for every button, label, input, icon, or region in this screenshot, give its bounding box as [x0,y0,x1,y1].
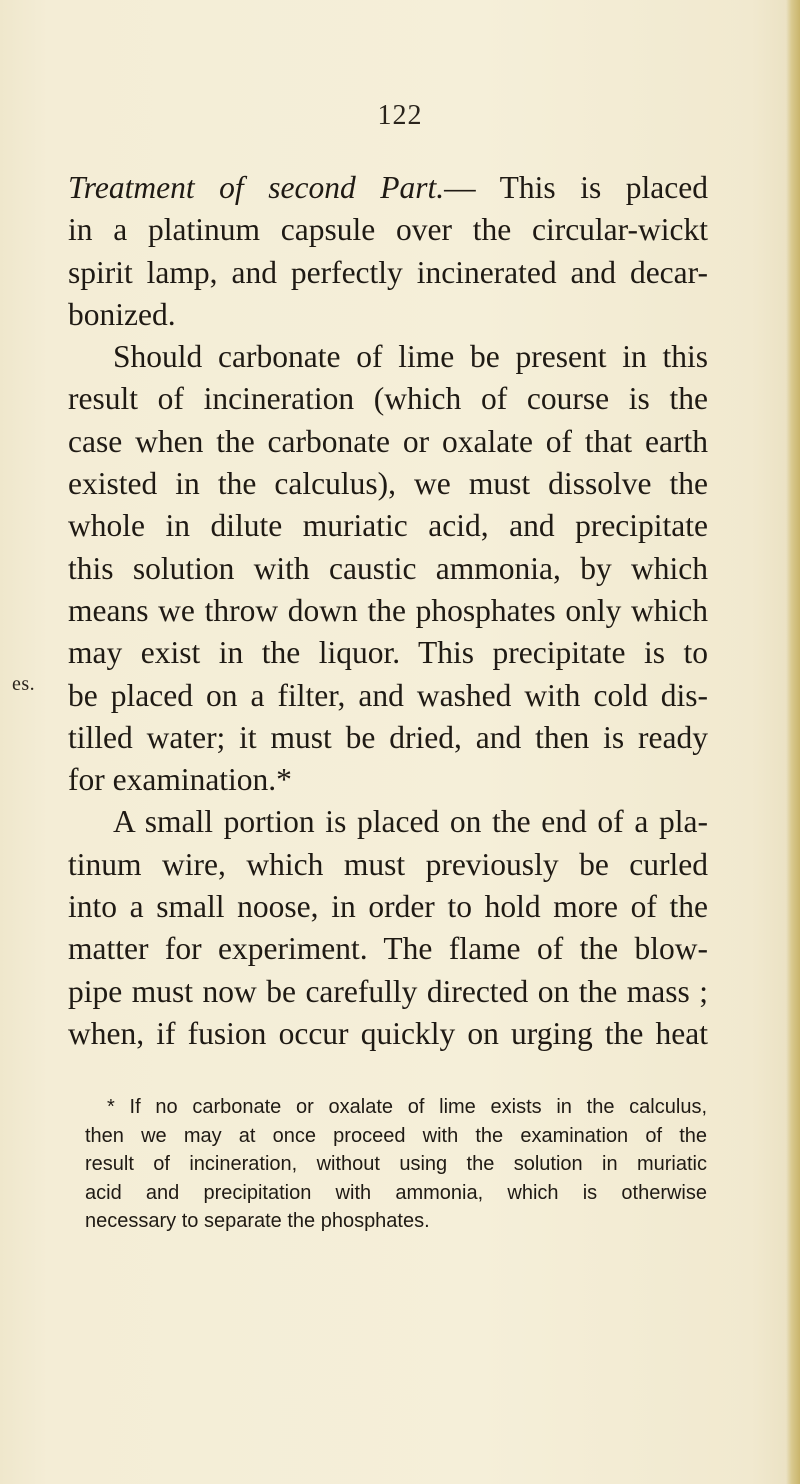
paragraph-line: whole in dilute muriatic acid, and precipitate [68,508,708,544]
paragraph-line-text: — This is placed [444,170,709,205]
paragraph-line [68,167,708,209]
footnote [85,1093,707,1236]
paragraph-line: when, if fusion occur quickly on urging the heat [68,1015,708,1051]
paragraph-line: tilled water; it must be dried, and then is ready [68,719,708,755]
paragraph-line: may exist in the liquor. This precipitate is to [68,635,708,671]
paragraph-line: for examination.* [68,762,292,798]
footnote-line: then we may at once proceed with the examination of the [85,1124,707,1147]
paragraph-line: A small portion is placed on the end of a pla- [113,804,708,840]
paragraph-line: pipe must now be carefully directed on the mass ; [68,973,708,1009]
paragraph-line: existed in the calculus), we must dissolve the [68,466,708,502]
page-number: 122 [377,100,423,131]
paragraph-line: be placed on a filter, and washed with cold dis- [68,677,708,713]
section-heading: Treatment of second Part. [68,170,445,205]
paragraph-line: bonized. [68,296,176,332]
footnote-line: result of incineration, without using the solution in muriatic [85,1153,707,1176]
paragraph-line: Should carbonate of lime be present in this [113,339,708,375]
footnote-line: * If no carbonate or oxalate of lime exists in the calculus, [107,1096,707,1118]
paragraph-line: matter for experiment. The flame of the blow- [68,931,708,967]
paragraph-line: in a platinum capsule over the circular-wickt [68,212,708,248]
paragraph-line: this solution with caustic ammonia, by which [68,550,708,586]
page-edge [786,0,800,1484]
paragraph-line: case when the carbonate or oxalate of that earth [68,423,708,459]
paragraph-line: into a small noose, in order to hold more of the [68,889,708,925]
paragraph-line: means we throw down the phosphates only which [68,592,708,628]
footnote-line: necessary to separate the phosphates. [85,1210,430,1233]
body-text [68,167,708,1055]
paragraph-line: spirit lamp, and perfectly incinerated and decar- [68,254,708,290]
paragraph-line: result of incineration (which of course is the [68,381,708,417]
margin-note: es. [12,673,36,695]
paragraph-line: tinum wire, which must previously be curled [68,846,708,882]
footnote-line: acid and precipitation with ammonia, which is otherwise [85,1181,707,1204]
